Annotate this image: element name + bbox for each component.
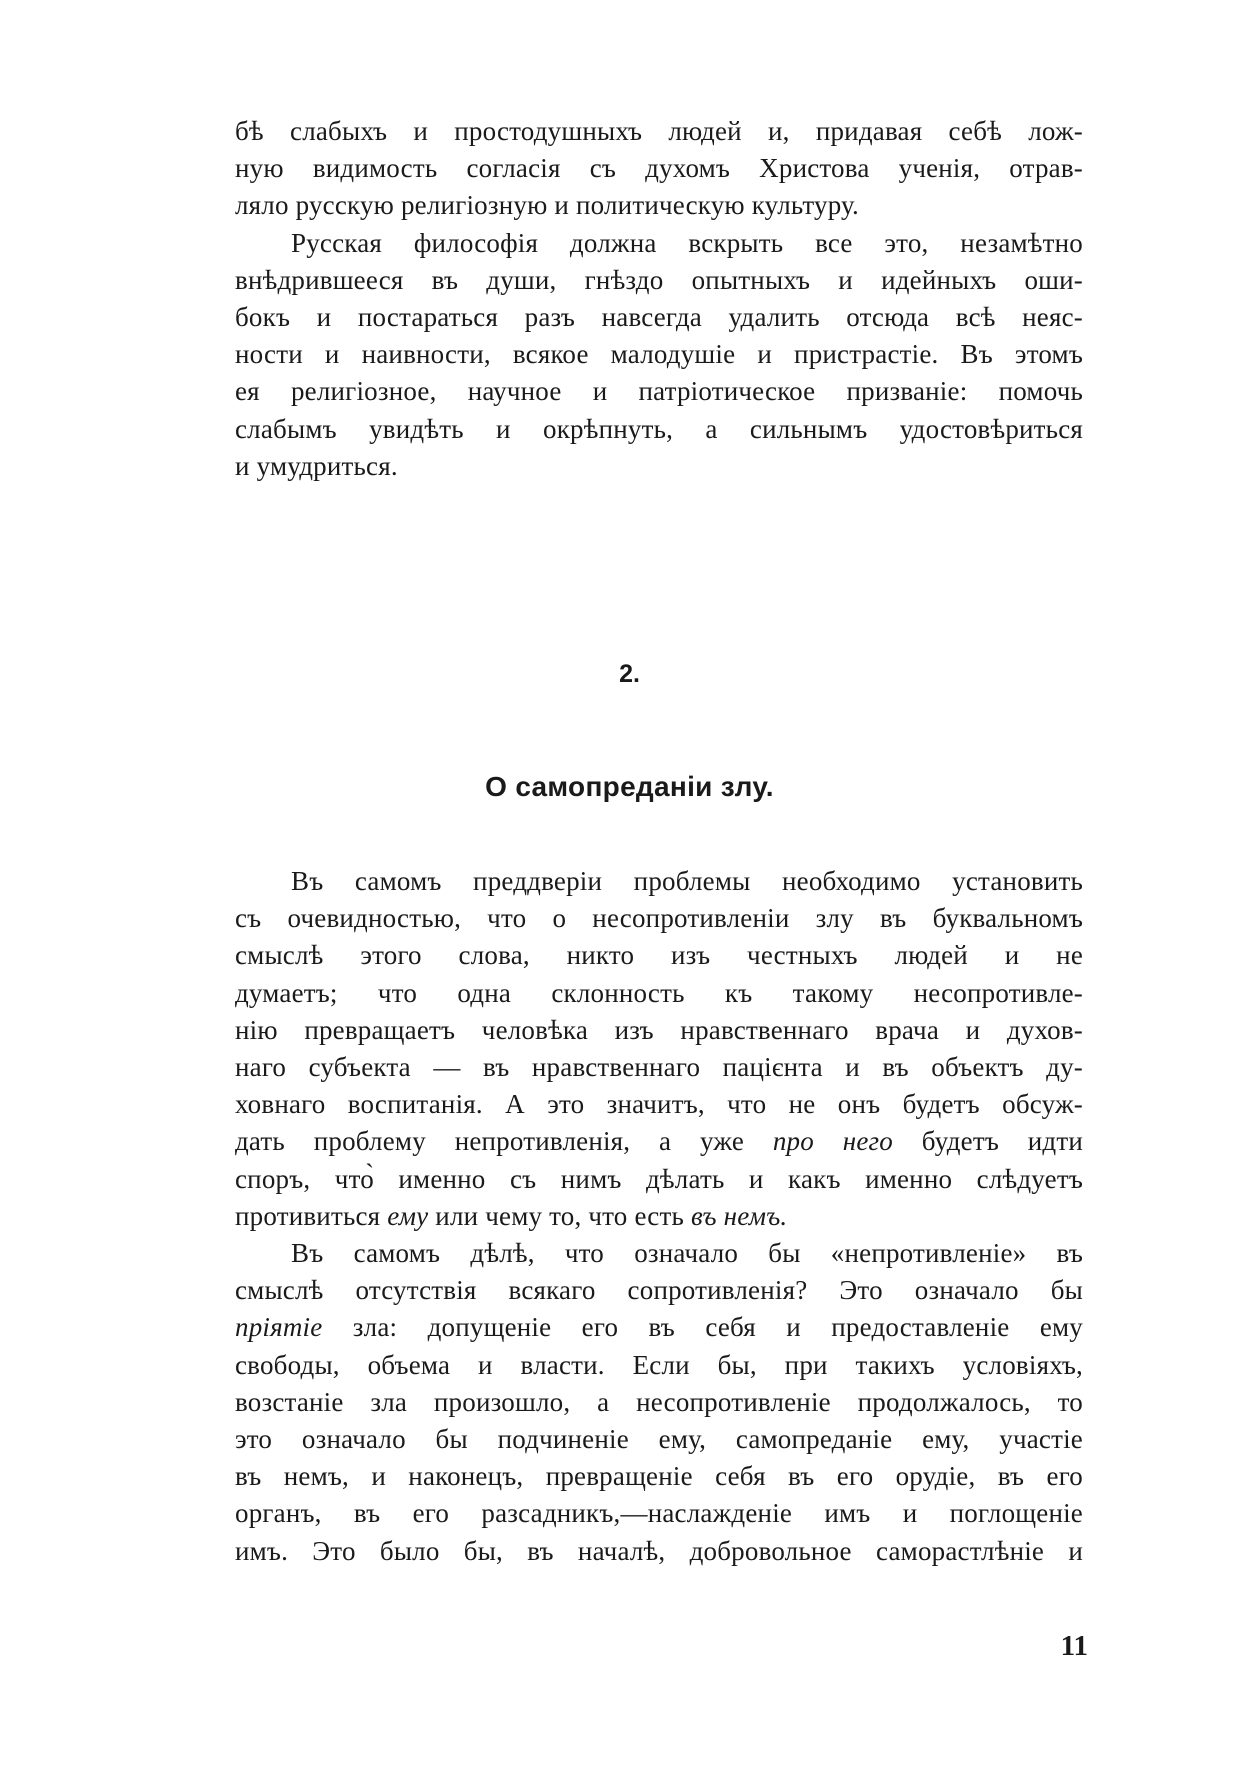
text-line: ности и наивности, всякое малодушіе и пристрастіе. Въ этомъ [235, 339, 1083, 370]
text-line: ея религіозное, научное и патріотическое призваніе: помочь [235, 376, 1083, 407]
text-line: свободы, объема и власти. Если бы, при такихъ условіяхъ, [235, 1349, 1083, 1380]
text-line: это означало бы подчиненіе ему, самопреданіе ему, участіе [235, 1424, 1083, 1455]
text-line: имъ. Это было бы, въ началѣ, добровольное саморастлѣніе и [235, 1535, 1083, 1566]
text-line: слабымъ увидѣть и окрѣпнуть, а сильнымъ удостовѣриться [235, 413, 1083, 444]
text-line: ную видимость согласія съ духомъ Христова ученія, отрав- [235, 153, 1083, 184]
paragraph [235, 113, 1083, 225]
text-line: нію превращаетъ человѣка изъ нравственнаго врача и духов- [235, 1014, 1083, 1045]
text-line: бѣ слабыхъ и простодушныхъ людей и, придавая себѣ лож- [235, 116, 1083, 146]
text-line: наго субъекта — въ нравственнаго пацієнта и въ объектъ ду- [235, 1052, 1083, 1083]
paragraph [235, 225, 1083, 485]
text-line: бокъ и постараться разъ навсегда удалить отсюда всѣ неяс- [235, 302, 1083, 333]
text-line: и умудриться. [235, 450, 398, 481]
paragraph [235, 863, 1083, 1235]
italic-emphasis: пріятіе [235, 1312, 323, 1343]
paragraph [235, 1235, 1083, 1570]
text-line: ляло русскую религіозную и политическую культуру. [235, 190, 859, 221]
text-line: Въ самомъ преддверіи проблемы необходимо установить [291, 866, 1083, 896]
section-title: О самопреданіи злу. [485, 771, 774, 802]
text-line: внѣдрившееся въ души, гнѣздо опытныхъ и идейныхъ оши- [235, 264, 1083, 295]
text-line: съ очевидностью, что о несопротивленіи злу въ буквальномъ [235, 903, 1083, 934]
italic-emphasis: въ немъ. [690, 1200, 788, 1231]
text-line: Русская философія должна вскрыть все это, незамѣтно [291, 227, 1083, 258]
text-line: Въ самомъ дѣлѣ, что означало бы «непротивленіе» въ [291, 1238, 1083, 1269]
italic-emphasis: ему [387, 1200, 429, 1231]
text-line: думаетъ; что одна склонность къ такому несопротивле- [235, 977, 1083, 1008]
text-block-bottom [235, 863, 1083, 1570]
text-line: противиться ему или чему то, что есть въ немъ. [235, 1200, 788, 1231]
text-line: пріятіе зла: допущеніе его въ себя и предоставленіе ему [235, 1312, 1083, 1343]
text-line: органъ, въ его разсадникъ,—наслажденіе имъ и поглощеніе [235, 1498, 1083, 1529]
section-number: 2. [619, 660, 640, 688]
text-line: въ немъ, и наконецъ, превращеніе себя въ его орудіе, въ его [235, 1461, 1083, 1492]
page-number: 11 [1060, 1630, 1088, 1662]
text-line: смыслѣ отсутствія всякаго сопротивленія? Это означало бы [235, 1275, 1083, 1306]
text-block-top [235, 113, 1083, 485]
text-line: споръ, что̀ именно съ нимъ дѣлать и какъ именно слѣдуетъ [235, 1163, 1083, 1194]
text-line: возстаніе зла произошло, а несопротивленіе продолжалось, то [235, 1386, 1083, 1417]
text-line: смыслѣ этого слова, никто изъ честныхъ людей и не [235, 940, 1083, 971]
text-line: ховнаго воспитанія. А это значитъ, что не онъ будетъ обсуж- [235, 1089, 1083, 1120]
text-line: дать проблему непротивленія, а уже про него будетъ идти [235, 1126, 1084, 1157]
italic-emphasis: про него [772, 1126, 893, 1157]
